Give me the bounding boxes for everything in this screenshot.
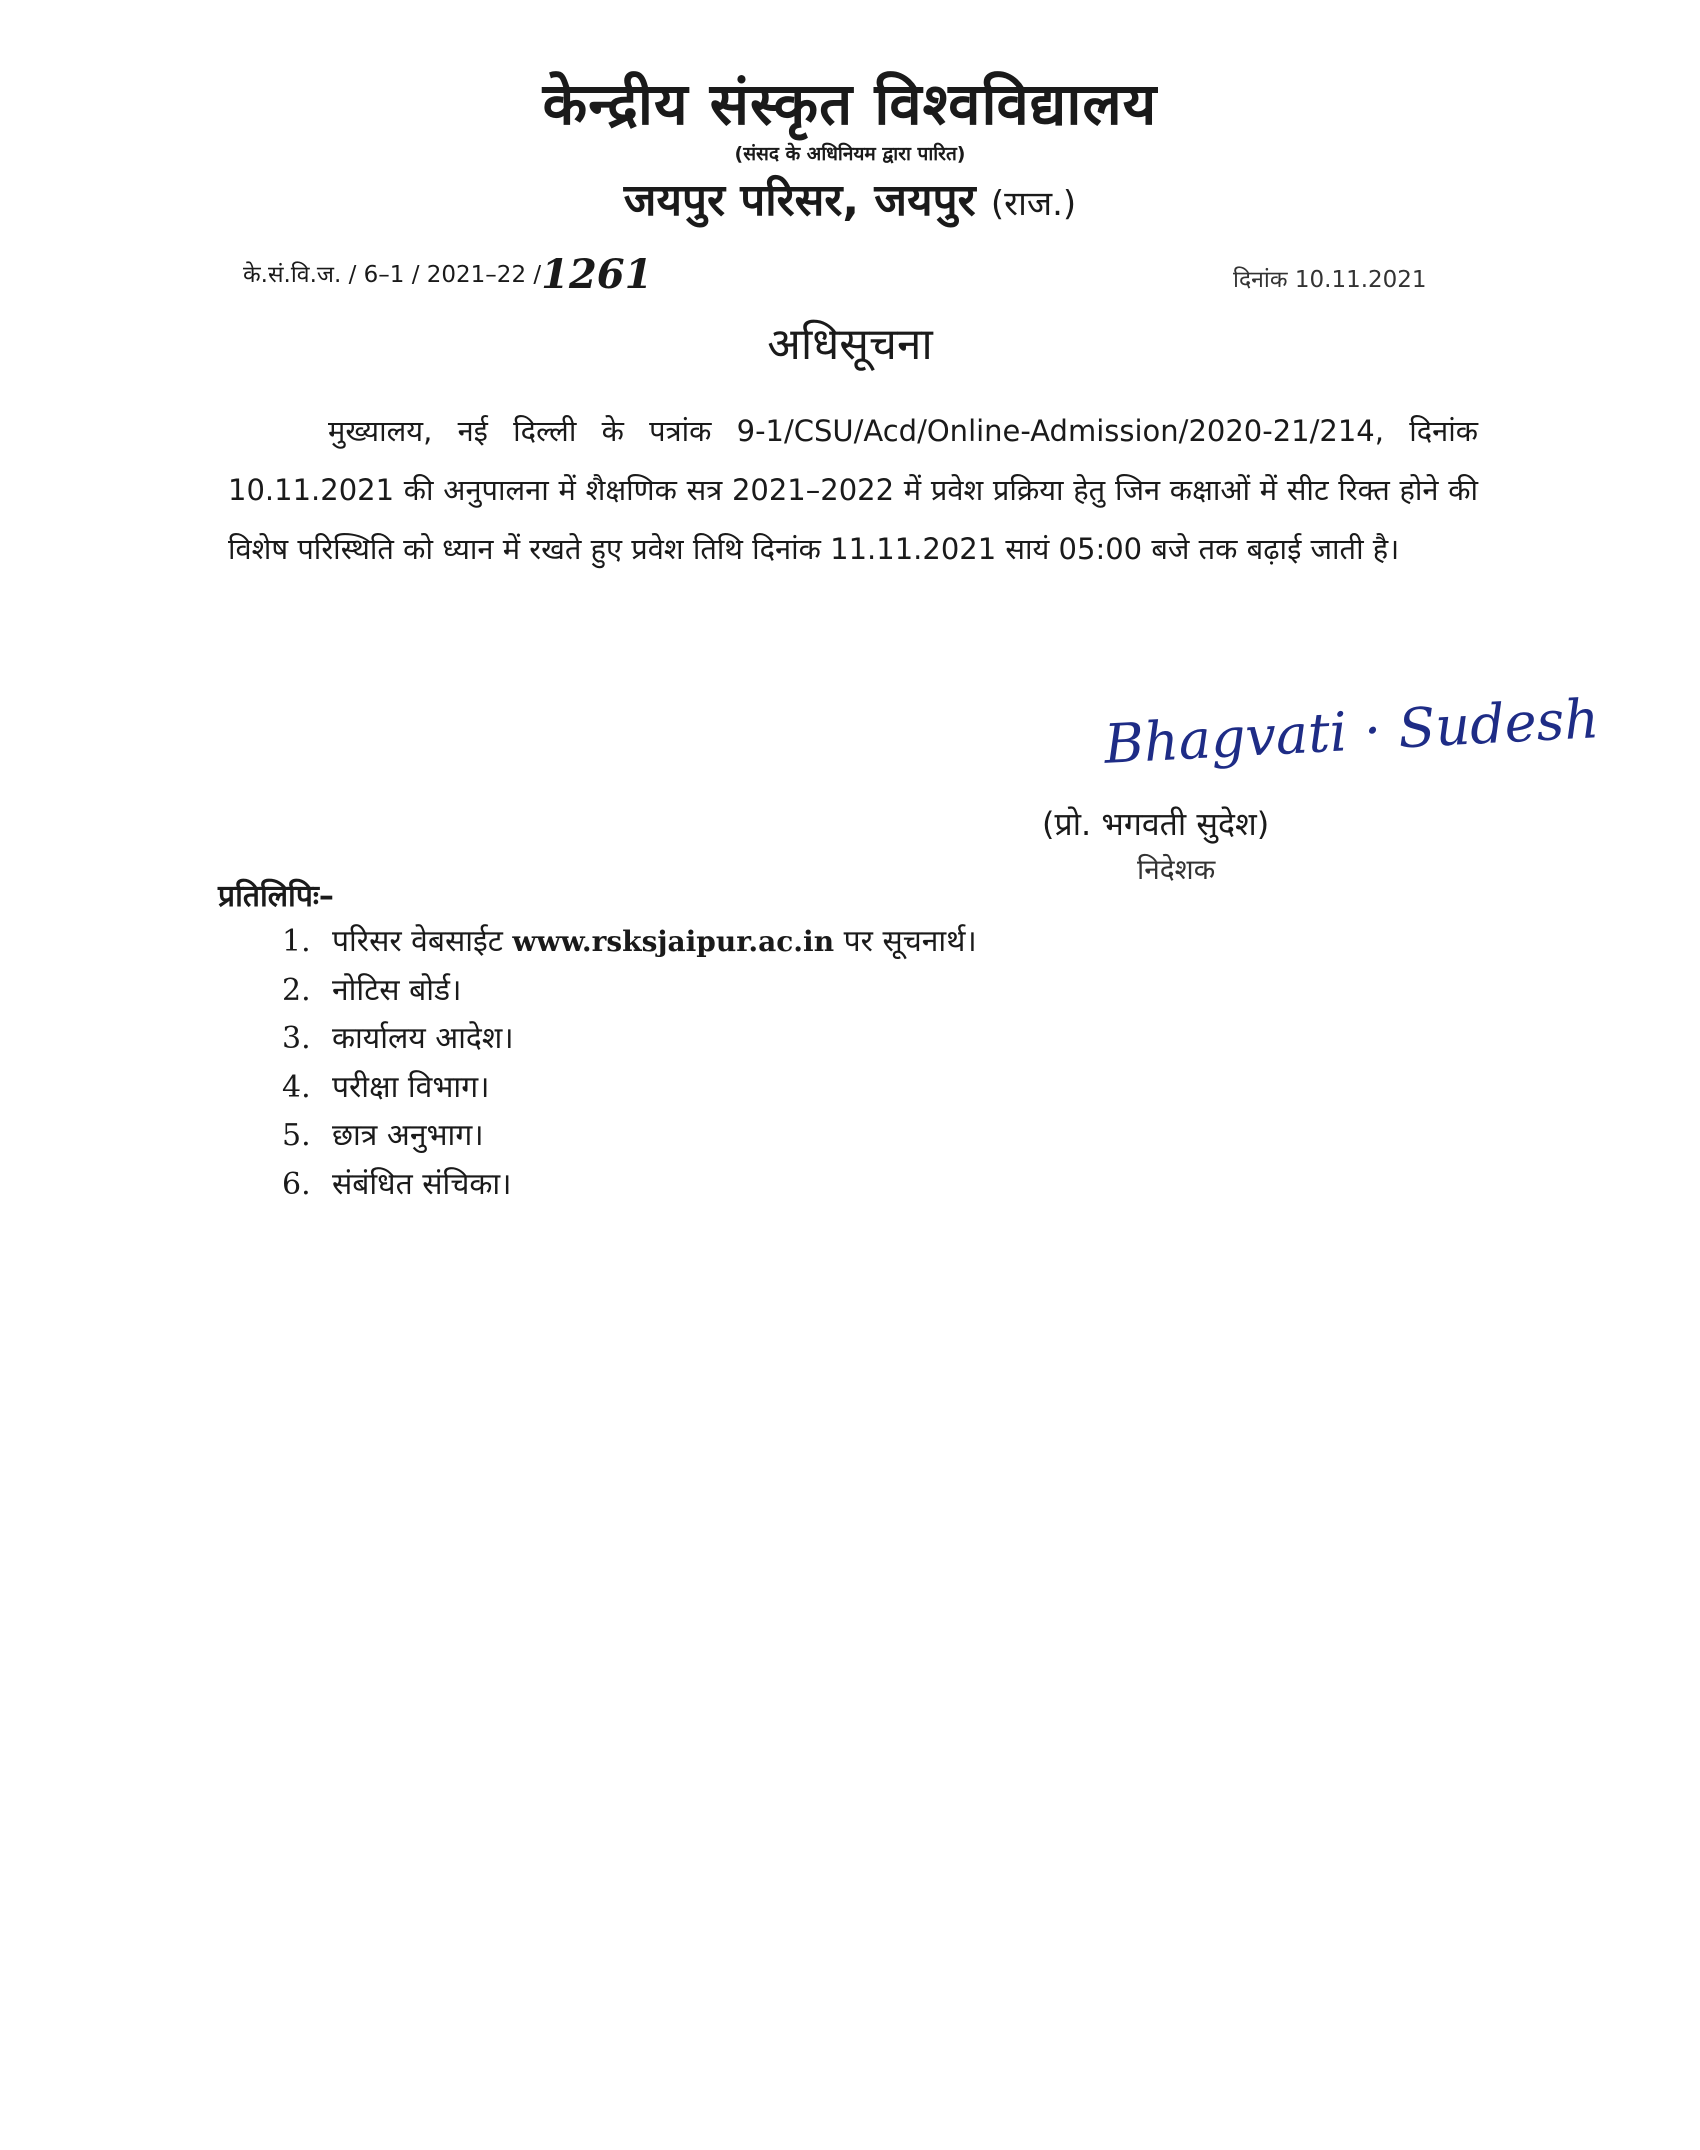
list-item [282,1161,977,1210]
university-name: केन्द्रीय संस्कृत विश्वविद्यालय [542,70,1158,138]
item-text: कार्यालय आदेश। [332,1021,514,1056]
reference-text: के.सं.वि.ज. / 6–1 / 2021–22 / [243,262,542,288]
item-number: 4. [282,1069,311,1105]
item-number: 2. [282,972,311,1008]
item-text: परीक्षा विभाग। [332,1069,490,1105]
item-text: नोटिस बोर्ड। [332,972,462,1008]
item-number: 5. [282,1118,311,1153]
signatory-designation: निदेशक [1137,853,1216,886]
campus-label: जयपुर परिसर, जयपुर [623,175,976,226]
item-number: 1. [282,924,311,959]
campus-name [0,168,1700,228]
handwritten-dispatch-number: 1261 [541,251,653,298]
document-heading: अधिसूचना [767,319,933,370]
list-item [282,967,977,1016]
signatory-name: (प्रो. भगवती सुदेश) [1042,805,1270,843]
item-text-suffix: पर सूचनार्थ। [834,924,977,959]
issue-date: दिनांक 10.11.2021 [1233,267,1427,293]
copy-to-list [282,918,977,1209]
copy-to-title: प्रतिलिपिः– [218,879,334,914]
item-number: 3. [282,1021,311,1056]
reference-number [243,245,653,298]
list-item [282,918,977,967]
act-note: (संसद के अधिनियम द्वारा पारित) [734,143,966,165]
item-text: संबंधित संचिका। [332,1166,512,1202]
list-item [282,1112,977,1161]
item-text: छात्र अनुभाग। [332,1118,484,1153]
item-number: 6. [282,1166,311,1202]
state-label: (राज.) [990,184,1077,224]
item-text: परिसर वेबसाईट [332,924,513,959]
list-item [282,1064,977,1113]
website-url: www.rsksjaipur.ac.in [512,925,835,958]
list-item [282,1015,977,1064]
notification-body: मुख्यालय, नई दिल्ली के पत्रांक 9-1/CSU/Acd/Online-Admission/2020-21/214, दिनांक 10.11.2021 की अनुपालना में शैक्षणिक सत्र 2021–2022 में प्रवेश प्रक्रिया हेतु जिन कक्षाओं में सीट रिक्त होने की विशेष परिस्थिति को ध्यान में रखते हुए प्रवेश तिथि दिनांक 11.11.2021 सायं 05:00 बजे तक बढ़ाई जाती है। [228,414,1478,566]
handwritten-signature: Bhagvati · Sudesh [1102,687,1601,776]
